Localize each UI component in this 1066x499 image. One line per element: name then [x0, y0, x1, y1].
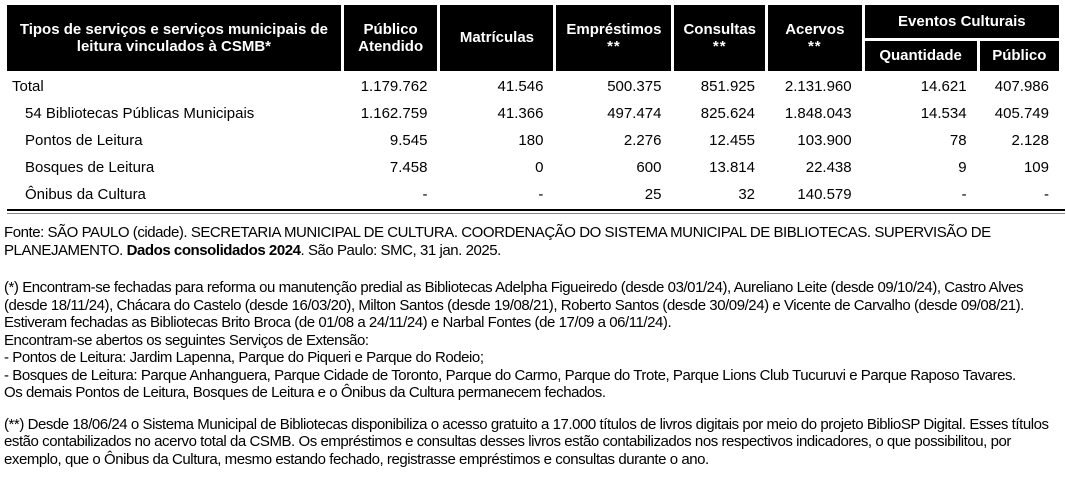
- cell-eventos-publico: 405.749: [994, 104, 1049, 122]
- cell-acervos: 140.579: [797, 185, 852, 203]
- row-label: Ônibus da Cultura: [25, 185, 146, 203]
- table-row-total: [7, 74, 1059, 98]
- cell-emprestimos: 500.375: [607, 77, 662, 95]
- cell-emprestimos: 497.474: [607, 104, 662, 122]
- col-header-quantidade: Quantidade: [865, 41, 977, 71]
- cell-consultas: 32: [738, 185, 755, 203]
- table-row-onibus-da-cultura: [7, 182, 1059, 206]
- cell-eventos-quantidade: 14.621: [920, 77, 967, 95]
- acervos-footnote-marker: **: [807, 38, 822, 55]
- cell-acervos: 22.438: [805, 158, 852, 176]
- col-header-matriculas: Matrículas: [440, 5, 553, 71]
- col-header-acervos-label: Acervos: [785, 20, 845, 38]
- cell-eventos-quantidade: 9: [958, 158, 967, 176]
- table-row-pontos-de-leitura: [7, 128, 1059, 152]
- cell-matriculas: 0: [535, 158, 544, 176]
- col-header-publico: Público: [980, 41, 1059, 71]
- row-label: Bosques de Leitura: [25, 158, 155, 176]
- cell-eventos-publico: 407.986: [994, 77, 1049, 95]
- table-bottom-rule-secondary: [7, 213, 1065, 214]
- footnote-line: - Bosques de Leitura: Parque Anhanguera, Parque Cidade de Toronto, Parque do Carmo, Parque do Trote, Parque Lions Club Tucuruvi e Parque Raposo Tavares.: [4, 366, 1016, 384]
- cell-consultas: 12.455: [709, 131, 755, 149]
- cell-emprestimos: 600: [636, 158, 662, 176]
- cell-matriculas: -: [538, 185, 544, 203]
- row-label: Pontos de Leitura: [25, 131, 143, 149]
- col-header-emprestimos-label: Empréstimos: [566, 20, 662, 38]
- col-header-acervos: [768, 5, 862, 71]
- cell-consultas: 13.814: [709, 158, 755, 176]
- table-row-bibliotecas: [7, 101, 1059, 125]
- library-stats-table: [4, 2, 1058, 214]
- cell-eventos-publico: 109: [1023, 158, 1049, 176]
- cell-eventos-publico: 2.128: [1011, 131, 1049, 149]
- table-row-bosques-de-leitura: [7, 155, 1059, 179]
- emprestimos-footnote-marker: **: [607, 38, 621, 55]
- notes-area: [4, 224, 1062, 468]
- footnote-line: - Pontos de Leitura: Jardim Lapenna, Parque do Piqueri e Parque do Rodeio;: [4, 349, 484, 366]
- source-note-text: Fonte: SÃO PAULO (cidade). SECRETARIA MUNICIPAL DE CULTURA. COORDENAÇÃO DO SISTEMA MUNICIPAL DE BIBLIOTECAS. SUPERVISÃO DE PLANEJAMENTO.: [4, 224, 991, 259]
- col-header-emprestimos: [556, 5, 671, 71]
- cell-acervos: 2.131.960: [784, 77, 852, 95]
- cell-eventos-publico: -: [1044, 185, 1049, 203]
- cell-publico-atendido: 1.162.759: [360, 104, 428, 122]
- cell-matriculas: 41.546: [497, 77, 544, 95]
- cell-publico-atendido: 9.545: [389, 131, 428, 149]
- col-header-tipos: Tipos de serviços e serviços municipais de leitura vinculados à CSMB*: [7, 5, 341, 71]
- cell-publico-atendido: 1.179.762: [360, 77, 428, 95]
- footnote-asterisk: [4, 279, 1062, 402]
- source-note: [4, 224, 1062, 259]
- footnote-line: Estiveram fechadas as Bibliotecas Brito Broca (de 01/08 a 24/11/24) e Narbal Fontes (de 17/09 a 06/11/24).: [4, 314, 672, 331]
- cell-publico-atendido: 7.458: [389, 158, 428, 176]
- cell-publico-atendido: -: [422, 185, 428, 203]
- col-header-publico-atendido: Público Atendido: [344, 5, 438, 71]
- footnote-line: Os demais Pontos de Leitura, Bosques de Leitura e o Ônibus da Cultura permanecem fechados.: [4, 384, 606, 401]
- cell-consultas: 851.925: [700, 77, 755, 95]
- cell-emprestimos: 25: [644, 185, 662, 203]
- row-label: Total: [12, 77, 44, 95]
- table-bottom-rule: [7, 209, 1065, 211]
- source-note-tail: . São Paulo: SMC, 31 jan. 2025.: [300, 241, 501, 259]
- source-note-bold: Dados consolidados 2024: [126, 241, 301, 259]
- cell-emprestimos: 2.276: [623, 131, 662, 149]
- cell-eventos-quantidade: 14.534: [920, 104, 967, 122]
- cell-eventos-quantidade: -: [961, 185, 967, 203]
- footnote-line: Encontram-se abertos os seguintes Serviços de Extensão:: [4, 331, 369, 349]
- footnote-double-asterisk: (**) Desde 18/06/24 o Sistema Municipal de Bibliotecas disponibiliza o acesso gratuito a 17.000 títulos de livros digitais por meio do projeto BiblioSP Digital. Esses títulos estão contabilizados no acervo total da CSMB. Os empréstimos e consultas desses livros estão contabilizados nos respectivos indicadores, o que possibilitou, por exemplo, que o Ônibus da Cultura, mesmo estando fechado, registrasse empréstimos e consultas durante o ano.: [4, 415, 1049, 468]
- stats-table: [4, 2, 1062, 209]
- cell-matriculas: 180: [518, 131, 544, 149]
- cell-consultas: 825.624: [700, 104, 755, 122]
- cell-eventos-quantidade: 78: [949, 131, 967, 149]
- row-label: 54 Bibliotecas Públicas Municipais: [25, 104, 255, 122]
- cell-matriculas: 41.366: [497, 104, 544, 122]
- consultas-footnote-marker: **: [712, 38, 727, 55]
- cell-acervos: 103.900: [797, 131, 852, 149]
- footnote-line: (*) Encontram-se fechadas para reforma ou manutenção predial as Bibliotecas Adelpha Figueiredo (desde 03/01/24), Aureliano Leite (desde 09/10/24), Castro Alves (desde 18/11/24), Chácara do Castelo (desde 16/03/20), Milton Santos (desde 19/08/21), Roberto Santos (desde 30/09/24) e Vicente de Carvalho (desde 09/08/21).: [4, 279, 1024, 314]
- col-header-consultas: [674, 5, 765, 71]
- col-header-consultas-label: Consultas: [683, 20, 756, 38]
- col-header-eventos-culturais: Eventos Culturais: [865, 5, 1059, 38]
- cell-acervos: 1.848.043: [784, 104, 852, 122]
